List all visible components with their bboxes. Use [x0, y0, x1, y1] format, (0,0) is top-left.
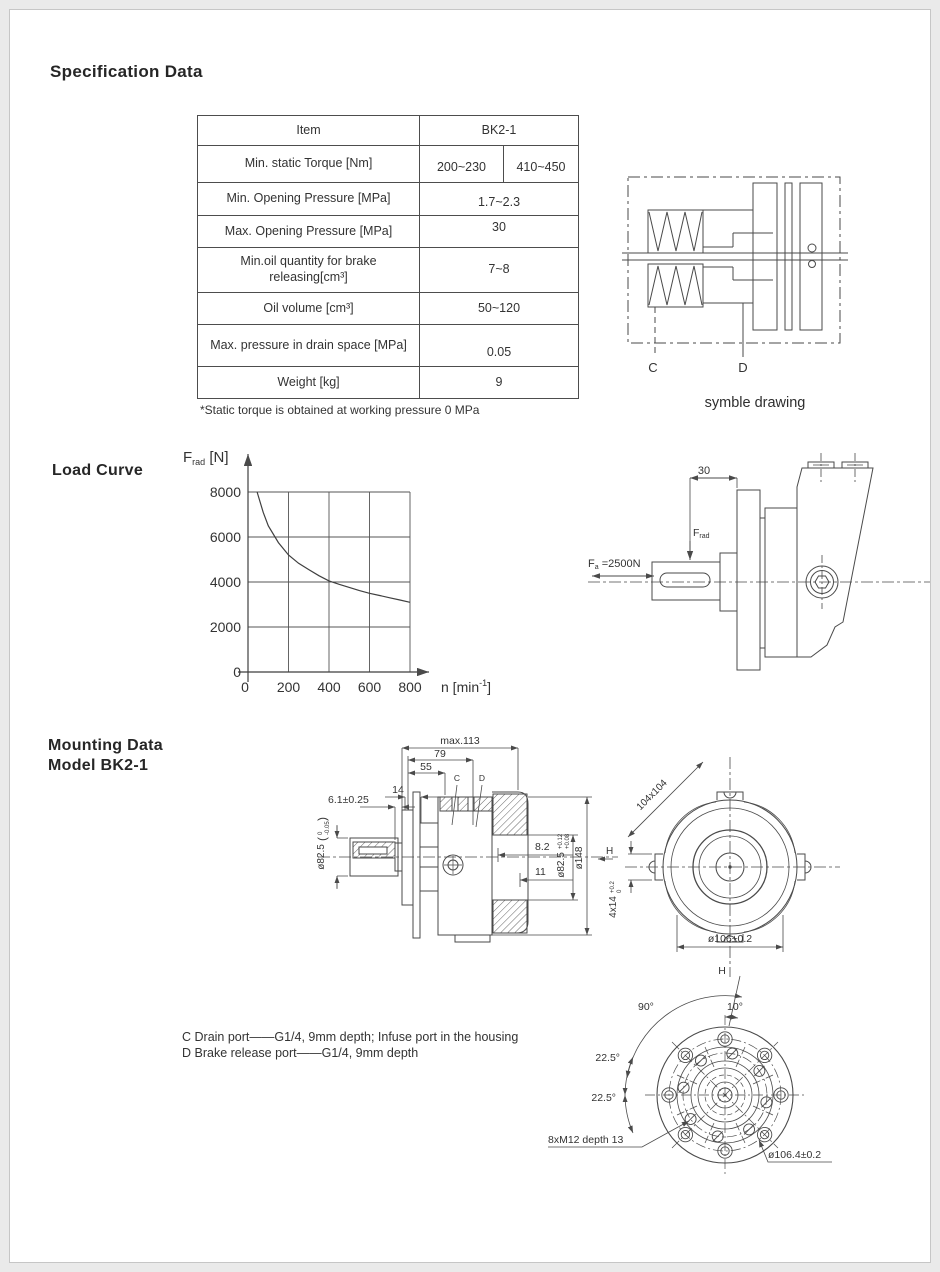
fa-force-label: Fa =2500N	[588, 558, 641, 571]
spec-row-label: Weight [kg]	[198, 367, 420, 399]
port-notes	[182, 1030, 518, 1061]
svg-text:4x14: 4x14	[608, 896, 619, 918]
spec-header-item: Item	[198, 116, 420, 146]
svg-text:104x104: 104x104	[634, 777, 670, 813]
dim-max113-label: max.113	[440, 735, 480, 747]
svg-text:0: 0	[241, 679, 249, 695]
load-curve-chart	[175, 440, 535, 710]
spec-row-value: 50~120	[420, 293, 579, 325]
spec-heading: Specification Data	[50, 62, 203, 81]
angle-225b-label: 22.5°	[591, 1092, 616, 1104]
shaft-side-view-drawing	[580, 445, 935, 710]
angle-10-label: 10°	[727, 1001, 743, 1013]
dim-dia106-label: ø106±0.2	[707, 933, 753, 945]
svg-text:8000: 8000	[209, 484, 241, 500]
symbol-port-d-label: D	[738, 360, 748, 375]
spec-row-value: 410~450	[504, 146, 579, 183]
section-port-c-label: C	[453, 773, 461, 783]
thread-note-label: 8xM12 depth 13	[548, 1134, 624, 1146]
dim-79-label: 79	[434, 748, 446, 760]
svg-text:ø82.5: ø82.5	[556, 852, 567, 878]
svg-text:0: 0	[318, 831, 324, 835]
angle-225a-label: 22.5°	[595, 1052, 620, 1064]
mounting-section-drawing	[300, 730, 630, 980]
svg-text:200: 200	[276, 679, 301, 695]
dim-61-label: 6.1±0.25	[328, 794, 369, 806]
dim-dia148-label	[574, 846, 585, 869]
svg-text:0: 0	[233, 664, 241, 680]
symbol-geometry	[622, 177, 848, 357]
svg-text:0: 0	[617, 889, 623, 893]
svg-text:): )	[315, 817, 329, 821]
chart-axes	[238, 454, 429, 682]
dim-11-label: 11	[535, 866, 546, 878]
bolt-view-h-label: H	[718, 965, 726, 977]
svg-text:+0.08: +0.08	[565, 833, 571, 849]
svg-text:+0.2: +0.2	[610, 881, 616, 893]
dim-55-label: 55	[420, 761, 432, 773]
mounting-heading-line1: Mounting Data	[48, 737, 163, 754]
spec-row-value: 7~8	[420, 248, 579, 293]
load-curve-heading: Load Curve	[52, 462, 144, 479]
chart-y-axis-label: $F_{rad}$ [N]	[183, 449, 229, 467]
spec-row-label: Oil volume [cm³]	[198, 293, 420, 325]
mounting-heading	[48, 736, 163, 775]
spec-row-value: 0.05	[420, 325, 579, 367]
svg-text:2000: 2000	[209, 619, 241, 635]
spec-row-label: Max. pressure in drain space [MPa]	[198, 325, 420, 367]
spec-row-label: Max. Opening Pressure [MPa]	[198, 216, 420, 248]
svg-text:6000: 6000	[209, 529, 241, 545]
chart-y-ticks	[210, 484, 241, 680]
svg-text:ø148: ø148	[574, 846, 585, 870]
symbol-port-c-label: C	[648, 360, 658, 375]
chart-x-axis-label: n $[\min^{-1}]$	[441, 678, 492, 695]
table-footnote: *Static torque is obtained at working pressure 0 MPa	[200, 403, 480, 417]
dim-82-label: 8.2	[535, 841, 550, 853]
mounting-front-view-drawing	[600, 745, 930, 985]
port-note-c: C Drain port——G1/4, 9mm depth; Infuse port in the housing	[182, 1030, 519, 1044]
spec-row-label: Min. static Torque [Nm]	[198, 146, 420, 183]
dim-dia1064-label: ø106.4±0.2	[768, 1149, 822, 1161]
symbol-drawing	[615, 160, 905, 410]
mounting-heading-line2: Model BK2-1	[48, 756, 149, 774]
symbol-caption: symble drawing	[704, 395, 806, 411]
svg-text:(: (	[315, 837, 329, 841]
dim-4x14-label	[608, 880, 623, 917]
spec-row-value: 30	[420, 216, 579, 248]
section-h-label: H	[606, 846, 614, 857]
spec-row-label: Min.oil quantity for brake releasing[cm³]	[198, 248, 420, 293]
chart-grid	[248, 492, 410, 672]
dim-14-label: 14	[392, 784, 404, 796]
svg-text:800: 800	[398, 679, 422, 695]
load-curve-series	[257, 492, 410, 602]
svg-text:4000: 4000	[209, 574, 241, 590]
bolt-circle-drawing	[540, 960, 935, 1190]
svg-text:-0.05: -0.05	[325, 821, 331, 835]
port-note-d: D Brake release port——G1/4, 9mm depth	[182, 1045, 419, 1060]
svg-text:ø82.5: ø82.5	[316, 844, 327, 870]
dim-104x104-label	[635, 777, 670, 812]
spec-header-model: BK2-1	[420, 116, 579, 146]
dim-dia825-left-label	[315, 817, 331, 870]
frad-force-label: Frad	[693, 527, 710, 540]
svg-text:+0.12: +0.12	[558, 833, 564, 849]
spec-row-value: 9	[420, 367, 579, 399]
section-port-d-label: D	[478, 773, 486, 783]
chart-x-ticks	[241, 679, 422, 695]
angle-90-label: 90°	[638, 1001, 654, 1013]
spec-table	[197, 115, 579, 399]
spec-row-value: 200~230	[420, 146, 504, 183]
spec-row-label: Min. Opening Pressure [MPa]	[198, 183, 420, 216]
svg-text:600: 600	[357, 679, 382, 695]
dim-30-label: 30	[697, 465, 711, 477]
dim-dia825-right-label	[556, 833, 571, 878]
spec-row-value: 1.7~2.3	[420, 183, 579, 216]
svg-text:400: 400	[317, 679, 341, 695]
